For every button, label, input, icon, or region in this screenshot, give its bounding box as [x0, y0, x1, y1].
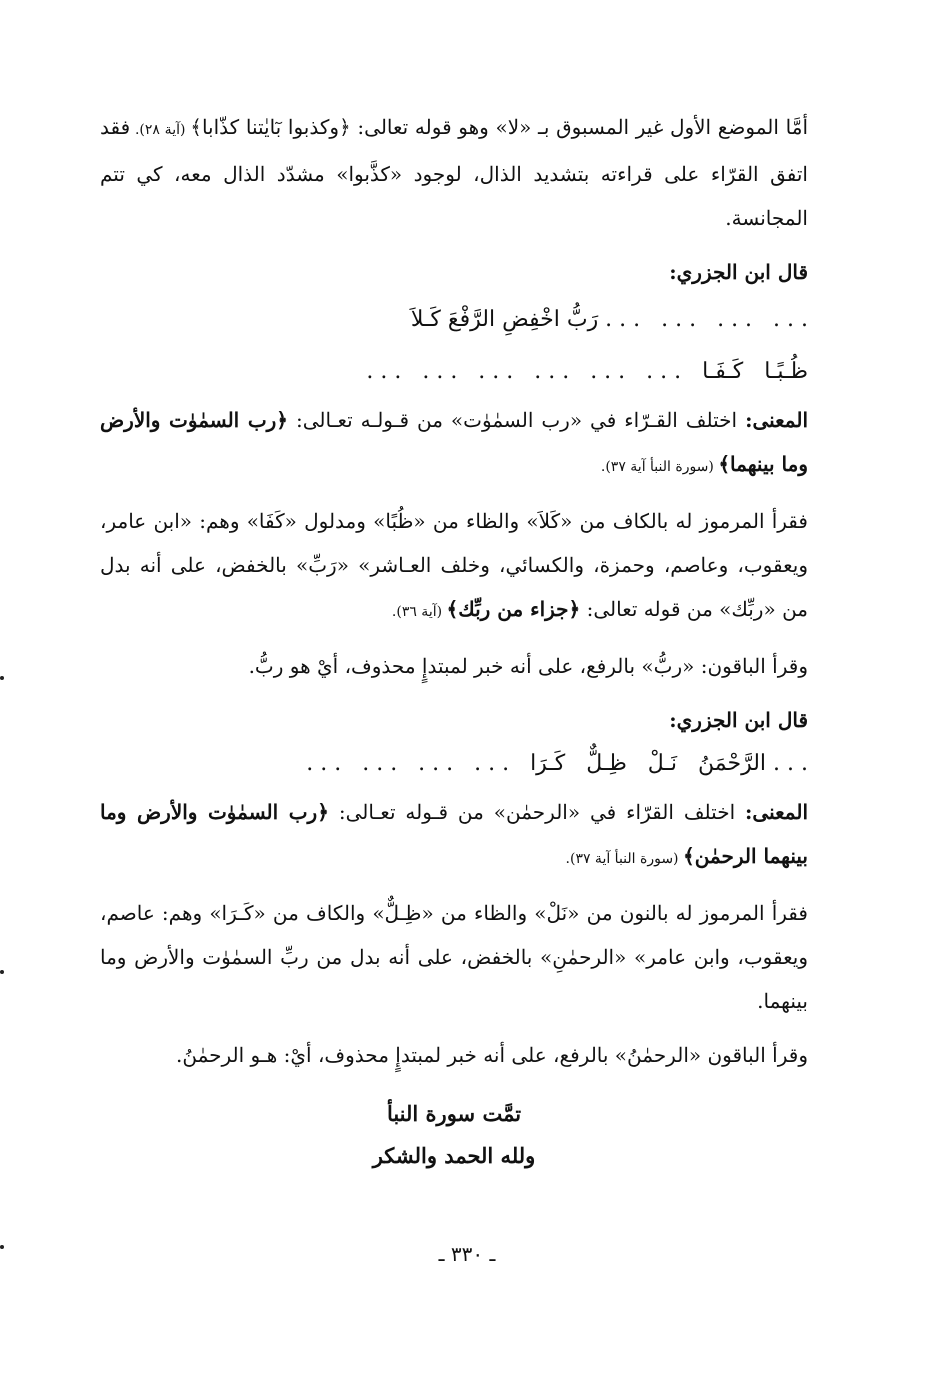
- paragraph-3-quote: ﴿جزاء من ربِّك﴾: [446, 597, 581, 621]
- paragraph-meaning-1: [100, 398, 808, 489]
- meaning-text-2: اختلف القرّاء في «الرحمٰن» من قـوله تعـالى:: [328, 800, 746, 824]
- paragraph-1: [100, 105, 808, 240]
- closing-block: [100, 1093, 808, 1177]
- meaning-quote-2: ﴿رب السمٰوٰت والأرض وما بينهما الرحمٰن﴾: [100, 800, 808, 868]
- meaning-quote-1: ﴿رب السمٰوٰت والأرض وما بينهما﴾: [100, 408, 808, 476]
- paragraph-meaning-2: [100, 790, 808, 881]
- margin-dot: [0, 1245, 4, 1249]
- meaning-label-1: المعنى:: [745, 408, 809, 432]
- verse-line-2: . . . الرَّحْمَنُ نَـلْ ظِـلٌّ كَـرَا . . . . . . . . . . . .: [306, 751, 808, 776]
- paragraph-3-text: فقرأ المرموز له بالكاف من «كَلاَ» والظاء من «ظُبًا» ومدلول «كَفَا» وهم: «ابن عامر، ويعقوب، وعاصم، وحمزة، والكسائي، وخلف العـاشر» «رَبِّ» بالخفض، على أنه بدل من «ربِّك» من قوله تعالى:: [100, 509, 808, 621]
- verse-line-1a: . . . . . . . . . . . . رَبُّ اخْفِضِ الرَّفْعَ كَـلاَ: [410, 307, 808, 332]
- verse-line-1b: ظُـبًـا كَـفَـا . . . . . . . . . . . . . . . . . .: [366, 359, 808, 384]
- closing-line-2: ولله الحمد والشكر: [372, 1143, 536, 1168]
- margin-dot: [0, 676, 4, 680]
- meaning-text-1: اختلف القـرّاء في «رب السمٰوٰت» من قـولـه تعـالى:: [288, 408, 746, 432]
- paragraph-1-ref: (آية ٢٨).: [130, 122, 191, 138]
- page-body: [100, 105, 808, 1177]
- margin-dot: [0, 970, 4, 974]
- paragraph-1-rest: فقد اتفق القرّاء على قراءته بتشديد الذال، لوجود «كذَّبوا» مشدّد الذال معه، كي تتم المجانسة.: [100, 115, 808, 230]
- meaning-ref-2: (سورة النبأ آية ٣٧).: [565, 851, 683, 867]
- paragraph-7: وقرأ الباقون «الرحمٰنُ» بالرفع، على أنه خبر لمبتدإٍ محذوف، أيْ: هـو الرحمٰنُ.: [176, 1043, 808, 1067]
- page-number: ـ ٣٣٠ ـ: [438, 1242, 496, 1266]
- heading-ibn-aljazari-2: قال ابن الجزري:: [669, 708, 808, 732]
- paragraph-1-text: أمَّا الموضع الأول غير المسبوق بـ «لا» وهو قوله تعالى: ﴿وكذبوا بٓايٰتنا كذّابا﴾: [190, 115, 808, 139]
- paragraph-3: [100, 499, 808, 634]
- meaning-ref-1: (سورة النبأ آية ٣٧).: [600, 459, 719, 475]
- heading-ibn-aljazari-1: قال ابن الجزري:: [669, 260, 808, 284]
- meaning-label-2: المعنى:: [745, 800, 808, 824]
- paragraph-6: فقرأ المرموز له بالنون من «نَلْ» والظاء من «ظِـلٌّ» والكاف من «كَـرَا» وهم: عاصم، ويعقوب، وابن عامر» «الرحمٰنِ» بالخفض، على أنه بدل من ربِّ السمٰوٰت والأرض وما بينهما.: [100, 901, 808, 1013]
- paragraph-4: وقرأ الباقون: «ربُّ» بالرفع، على أنه خبر لمبتدإٍ محذوف، أيْ هو ربُّ.: [248, 654, 808, 678]
- paragraph-3-ref: (آية ٣٦).: [391, 604, 447, 620]
- closing-line-1: تمَّت سورة النبأ: [386, 1101, 522, 1126]
